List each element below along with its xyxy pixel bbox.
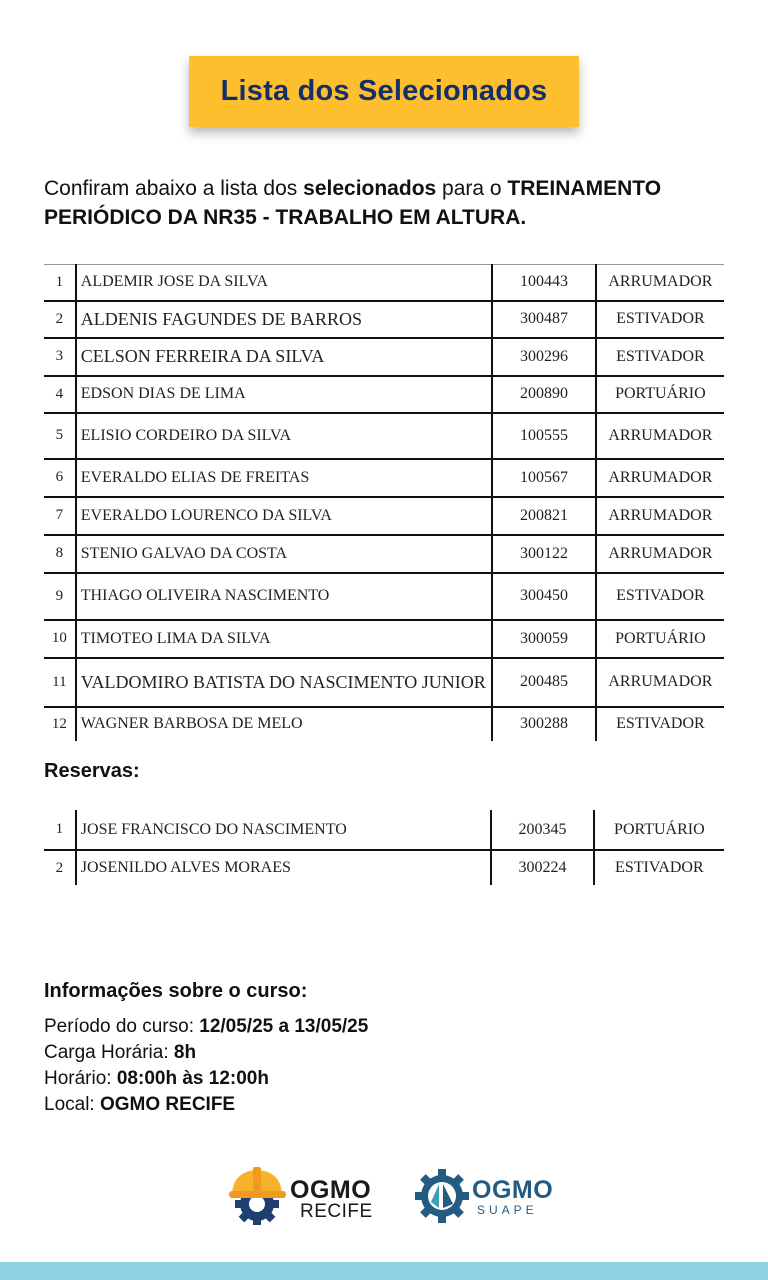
table-row: [44, 497, 724, 535]
table-row: [44, 707, 724, 741]
row-role: PORTUÁRIO: [594, 810, 724, 850]
row-name: EVERALDO LOURENCO DA SILVA: [76, 497, 492, 535]
table-row: [44, 301, 724, 338]
row-name: THIAGO OLIVEIRA NASCIMENTO: [76, 573, 492, 620]
row-code: 200485: [492, 658, 596, 707]
reserves-table: [44, 810, 724, 885]
table-row: [44, 265, 724, 301]
row-code: 200345: [491, 810, 594, 850]
intro-part-2: para o: [436, 177, 508, 200]
table-row: [44, 658, 724, 707]
row-name: STENIO GALVAO DA COSTA: [76, 535, 492, 573]
row-name: JOSE FRANCISCO DO NASCIMENTO: [76, 810, 491, 850]
row-number: 6: [55, 469, 64, 485]
location-label: Local:: [44, 1094, 100, 1115]
row-role: ARRUMADOR: [596, 265, 724, 301]
period-value: 12/05/25 a 13/05/25: [199, 1016, 369, 1037]
row-code: 300296: [492, 338, 596, 376]
row-role: ARRUMADOR: [596, 413, 724, 459]
row-number: 9: [55, 587, 64, 604]
row-role: ESTIVADOR: [596, 338, 724, 376]
table-row: [44, 338, 724, 376]
row-role: ESTIVADOR: [596, 573, 724, 620]
location-value: OGMO RECIFE: [99, 1094, 236, 1115]
row-role: ESTIVADOR: [596, 707, 724, 741]
row-code: 300487: [492, 301, 596, 338]
period-label: Período do curso:: [44, 1016, 200, 1037]
intro-bold-1: selecionados: [303, 177, 437, 200]
intro-text: [44, 174, 734, 232]
row-code: 200890: [492, 376, 596, 413]
page-title: Lista dos Selecionados: [220, 75, 548, 107]
table-row: [44, 573, 724, 620]
workload-value: 8h: [173, 1042, 197, 1063]
course-period: [44, 1014, 368, 1040]
course-location: [44, 1092, 368, 1118]
row-name: VALDOMIRO BATISTA DO NASCIMENTO JUNIOR: [76, 658, 492, 707]
selected-table: [44, 264, 724, 741]
workload-label: Carga Horária:: [44, 1042, 174, 1063]
table-row: [44, 459, 724, 497]
row-code: 300059: [492, 620, 596, 658]
row-number: 7: [55, 507, 64, 523]
table-row: [44, 535, 724, 573]
course-info: [44, 978, 368, 1118]
recife-subtitle: RECIFE: [300, 1201, 373, 1222]
title-banner: [189, 56, 579, 127]
row-number: 2: [55, 310, 64, 327]
suape-subtitle: SUAPE: [477, 1203, 538, 1217]
course-schedule: [44, 1066, 368, 1092]
table-row: [44, 376, 724, 413]
row-role: ARRUMADOR: [596, 535, 724, 573]
row-code: 200821: [492, 497, 596, 535]
ogmo-suape-logo: [414, 1168, 564, 1224]
row-role: PORTUÁRIO: [596, 620, 724, 658]
reservas-heading: Reservas:: [44, 760, 140, 782]
row-number: 12: [51, 715, 67, 732]
row-name: EDSON DIAS DE LIMA: [76, 376, 492, 413]
row-name: WAGNER BARBOSA DE MELO: [76, 707, 492, 741]
row-name: CELSON FERREIRA DA SILVA: [76, 338, 492, 376]
table-row: [44, 810, 724, 850]
row-name: EVERALDO ELIAS DE FREITAS: [76, 459, 492, 497]
row-role: ARRUMADOR: [596, 497, 724, 535]
row-number: 5: [55, 427, 64, 443]
table-row: [44, 620, 724, 658]
row-role: ARRUMADOR: [596, 658, 724, 707]
row-number: 8: [55, 545, 64, 561]
row-role: ESTIVADOR: [594, 850, 724, 885]
row-number: 2: [55, 859, 64, 876]
course-workload: [44, 1040, 368, 1066]
row-code: 100567: [492, 459, 596, 497]
row-name: JOSENILDO ALVES MORAES: [76, 850, 491, 885]
table-row: [44, 413, 724, 459]
row-number: 10: [51, 630, 67, 646]
suape-wordmark: OGMO: [472, 1176, 554, 1204]
row-code: 100555: [492, 413, 596, 459]
course-info-heading: Informações sobre o curso:: [44, 980, 308, 1002]
row-number: 3: [55, 348, 64, 364]
row-name: ELISIO CORDEIRO DA SILVA: [76, 413, 492, 459]
footer-bar: [0, 1262, 768, 1280]
row-name: TIMOTEO LIMA DA SILVA: [76, 620, 492, 658]
row-code: 300288: [492, 707, 596, 741]
row-role: PORTUÁRIO: [596, 376, 724, 413]
schedule-value: 08:00h às 12:00h: [116, 1068, 269, 1089]
gear-ship-icon: [414, 1168, 470, 1224]
ogmo-recife-logo: [228, 1163, 380, 1225]
table-row: [44, 850, 724, 885]
hardhat-gear-icon: [228, 1163, 290, 1225]
row-role: ESTIVADOR: [596, 301, 724, 338]
row-code: 300224: [491, 850, 594, 885]
row-role: ARRUMADOR: [596, 459, 724, 497]
row-number: 4: [55, 385, 64, 402]
schedule-label: Horário:: [44, 1068, 117, 1089]
recife-wordmark: OGMO: [290, 1176, 372, 1204]
row-name: ALDENIS FAGUNDES DE BARROS: [76, 301, 492, 338]
row-name: ALDEMIR JOSE DA SILVA: [76, 265, 492, 301]
row-number: 1: [55, 821, 64, 837]
row-code: 300122: [492, 535, 596, 573]
row-number: 11: [52, 673, 67, 690]
row-code: 300450: [492, 573, 596, 620]
intro-part-1: Confiram abaixo a lista dos: [44, 177, 304, 200]
row-code: 100443: [492, 265, 596, 301]
row-number: 1: [55, 273, 64, 290]
intro-bold-2: TREINAMENTO PERIÓDICO DA NR35 - TRABALHO EM ALTURA.: [44, 177, 662, 229]
